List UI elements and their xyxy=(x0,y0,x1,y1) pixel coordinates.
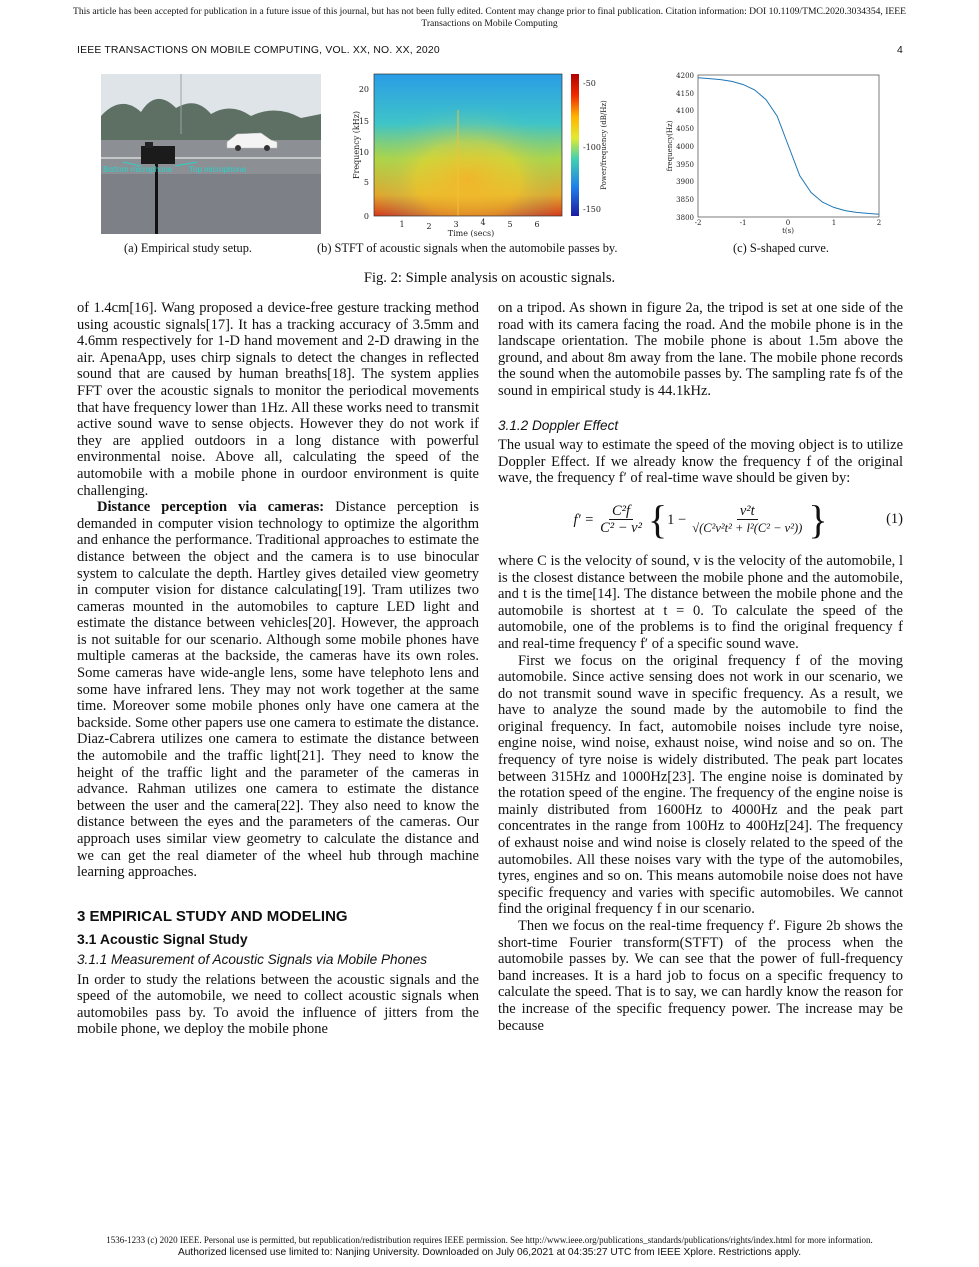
license-footer: Authorized licensed use limited to: Nanjing University. Downloaded on July 06,2021 at 04:35:27 UTC from IEEE Xplore. Restrictions apply. xyxy=(177,1247,802,1258)
c-xtick-1: 1 xyxy=(831,219,837,227)
b-ctick-150: -150 xyxy=(583,205,601,214)
left-paragraph-2 xyxy=(77,499,479,881)
eq-lhs: f′ = xyxy=(573,511,595,528)
c-ytick-4100: 4100 xyxy=(676,107,694,115)
publication-notice xyxy=(0,6,979,30)
c-xlabel: t(s) xyxy=(782,227,794,235)
b-ctick-100: -100 xyxy=(583,143,601,152)
left-paragraph-2-body: Distance perception is demanded in computer vision technology to optimize the algorithm and enhance the performance. Traditional approaches to estimate the distance between the object and the camera is to use binocular system to calculate the depth. Hartley gives detailed view geometry in computer vision for distance calculating[19]. Tram utilizes two cameras mounted in the automobiles to capture LED light and estimate the distance between vehicles[20]. However, the approach is not suitable for our scenario. Although some mobile phones have multiple cameras at the backside, the cameras have its own roles. Some cameras have wide-angle lens, some have telephoto lens and some have infrared lens. They may not work together at the same time. Moreover some mobile phones only have one camera at the backside. Some other papers use one camera to estimate the distance. Diaz-Cabrera utilizes one camera to estimate the distance between the automobile and the traffic light[21]. They need to know the height of the traffic light and the parameter of the cameras in advance. Rahman utilizes one camera to estimate the distance between the user and the camera[22]. They also need to know the distance between the eyes and the parameters of the cameras. Our approach uses similar view geometry to calculate the distance and we can get the real diameter of the wheel hub through machine learning approaches. xyxy=(77,499,480,881)
b-ytick-5: 5 xyxy=(363,178,369,187)
b-xtick-1: 1 xyxy=(399,220,405,229)
b-cbar-label: Power/frequency (dB/Hz) xyxy=(600,100,608,190)
caption-a: (a) Empirical study setup. xyxy=(124,241,253,255)
section-3-heading: 3 EMPIRICAL STUDY AND MODELING xyxy=(77,907,348,925)
left-column xyxy=(77,300,479,1038)
b-xtick-6: 6 xyxy=(534,220,540,229)
b-ytick-15: 15 xyxy=(358,117,369,126)
b-ctick-50: -50 xyxy=(583,79,596,88)
section-3-1-heading: 3.1 Acoustic Signal Study xyxy=(77,931,248,948)
right-paragraph-1: on a tripod. As shown in figure 2a, the tripod is set at one side of the road with its camera facing the road. And the mobile phone is in the landscape orientation. The mobile phone is about 1.5m above the ground, and about 8m away from the lane. The mobile phone records the sound when the automobile passes by. The sampling rate fs of the sound in empirical study is 44.1kHz. xyxy=(498,300,903,399)
b-xlabel: Time (secs) xyxy=(447,229,495,238)
c-ytick-4200: 4200 xyxy=(676,72,694,80)
right-paragraph-5: Then we focus on the real-time frequency f′. Figure 2b shows the short-time Fourier transform(STFT) of the process when the automobile passes by. We can see that the power of full-frequency band increases. It is a hard job to focus on a specific frequency to calculate the speed. That is to say, we can hardly know the reason for the increase of the specific frequency power. The increase may be because xyxy=(498,918,903,1034)
eq-frac-2-num: v²t xyxy=(737,503,758,521)
right-paragraph-4: First we focus on the original frequency f of the moving automobile. Since active sensing does not work in our scenario, we do not transmit sound wave in specific frequency. As a result, we have to analyze the sound made by the automobile to find the original frequency. In fact, automobile noises include tyre noise, engine noise, wind noise, exhaust noise, wind noise and so on. The frequency of tyre noise is widely distributed. The peak part locates between 315Hz and 1000Hz[23]. The engine noise is dominated by the rotation speed of the engine. The frequency of the engine noise is mainly distributed from 1600Hz to 4000Hz and the peak part concentrates in the range from 100Hz to 400Hz[24]. The frequency of exhaust noise and wind noise is closely related to the speed of the automobiles. All these noises vary with the type of the automobiles, tyres, engines and so on. This means automobile noise does not have specific frequency and varies with specific automobiles. We cannot find the original frequency f in our scenario. xyxy=(498,652,903,918)
caption-c: (c) S-shaped curve. xyxy=(733,241,829,255)
copyright-footer: 1536-1233 (c) 2020 IEEE. Personal use is permitted, but republication/redistribution requires IEEE permission. See http://www.ieee.org/publications_standards/publications/rights/index.html for more information. xyxy=(106,1235,873,1245)
c-xtick-2: 2 xyxy=(876,219,882,227)
b-ytick-10: 10 xyxy=(358,148,369,157)
c-ytick-4150: 4150 xyxy=(676,90,694,98)
left-paragraph-3: In order to study the relations between the acoustic signals and the speed of the automobile, we need to collect acoustic signals when automobiles pass by. To avoid the influence of jitters from the mobile phone, we deploy the mobile phone xyxy=(77,971,479,1038)
eq-frac-1-num: C²f xyxy=(609,503,633,521)
notice-line-1: This article has been accepted for publication in a future issue of this journal, but has not been fully edited. Content may change prior to final publication. Citation information: DOI 10.1109/TMC.2020.3034354, IEEE xyxy=(72,6,907,17)
eq-frac-1 xyxy=(597,503,645,537)
b-ytick-0: 0 xyxy=(363,212,369,221)
right-paragraph-2: The usual way to estimate the speed of the moving object is to utilize Doppler Effect. If we already know the frequency f of the original wave, the frequency f′ of real-time wave should be given by: xyxy=(498,437,903,487)
equation-1: f′ = $\frac{\text{C²f}}{\text{C² − v²}}$ { 1 − $\frac{\text{v²t}}{\text{√(C²v²t² + l²(C² − v²))}}$ } (1) xyxy=(573,496,903,542)
figure-title: Fig. 2: Simple analysis on acoustic signals. xyxy=(363,270,616,286)
c-ytick-3900: 3900 xyxy=(676,178,694,186)
b-ytick-20: 20 xyxy=(358,85,369,94)
c-xtick-0: 0 xyxy=(785,219,791,227)
eq-label: (1) xyxy=(886,510,903,527)
c-ytick-3800: 3800 xyxy=(676,214,694,222)
notice-line-2: Transactions on Mobile Computing xyxy=(421,18,558,29)
b-xtick-5: 5 xyxy=(507,220,513,229)
b-xtick-3: 3 xyxy=(453,220,459,229)
c-ytick-3850: 3850 xyxy=(676,196,694,204)
figure-c-s-curve xyxy=(663,70,893,235)
right-column xyxy=(498,300,903,1034)
label-bottom-microphone: Bottom microphone xyxy=(103,165,173,174)
section-3-1-1-heading: 3.1.1 Measurement of Acoustic Signals via Mobile Phones xyxy=(77,951,428,967)
b-xtick-4: 4 xyxy=(480,218,486,227)
paragraph-lead: Distance perception via cameras: xyxy=(97,499,325,516)
eq-frac-2 xyxy=(689,503,805,537)
c-xtick-m1: -1 xyxy=(739,219,747,227)
right-paragraph-3: where C is the velocity of sound, v is the velocity of the automobile, l is the closest distance between the mobile phone and the automobile, and t is the time[14]. The distance between the mobile phone and the automobile is shortest at t = 0. To calculate the speed of the automobile, one of the problems is to find the original frequency f and real-time frequency f′ of a specific sound wave. xyxy=(498,552,903,652)
eq-frac-2-den: √(C²v²t² + l²(C² − v²)) xyxy=(692,521,803,536)
figure-a-photo xyxy=(101,74,321,234)
c-xtick-m2: -2 xyxy=(694,219,702,227)
c-ytick-4050: 4050 xyxy=(676,125,694,133)
c-ytick-4000: 4000 xyxy=(676,143,694,151)
running-head xyxy=(77,45,903,56)
b-xtick-2: 2 xyxy=(426,222,432,231)
caption-b: (b) STFT of acoustic signals when the automobile passes by. xyxy=(317,241,618,255)
left-paragraph-1: of 1.4cm[16]. Wang proposed a device-free gesture tracking method using acoustic signals[17]. It has a tracking accuracy of 3.5mm and 4.6mm respectively for 1-D hand movement and 2-D drawing in the air. ApenaApp, uses chirp signals to detect the changes in reflected sound that are caused by human breaths[18]. The system applies FFT over the acoustic signals to monitor the periodical movements that have frequency lower than 1Hz. All these works need to transmit active sound wave to sense objects. However they do not work if they are applied outdoors in a long distance with powerful environmental noise. Above all, calculating the speed of the automobile with a mobile phone in ourdoor environment is quite challenging. xyxy=(77,300,479,499)
label-top-microphone: Top microphone xyxy=(189,165,246,174)
figure-b-spectrogram xyxy=(348,70,628,240)
c-ytick-3950: 3950 xyxy=(676,161,694,169)
section-3-1-2-heading: 3.1.2 Doppler Effect xyxy=(498,417,619,433)
eq-one: 1 − xyxy=(667,511,687,528)
journal-name: IEEE TRANSACTIONS ON MOBILE COMPUTING, VOL. XX, NO. XX, 2020 xyxy=(77,45,440,56)
page-number: 4 xyxy=(897,45,903,56)
b-ylabel: Frequency (kHz) xyxy=(352,110,361,180)
c-ylabel: frequency(Hz) xyxy=(666,120,674,172)
eq-frac-1-den: C² − v² xyxy=(600,520,642,537)
